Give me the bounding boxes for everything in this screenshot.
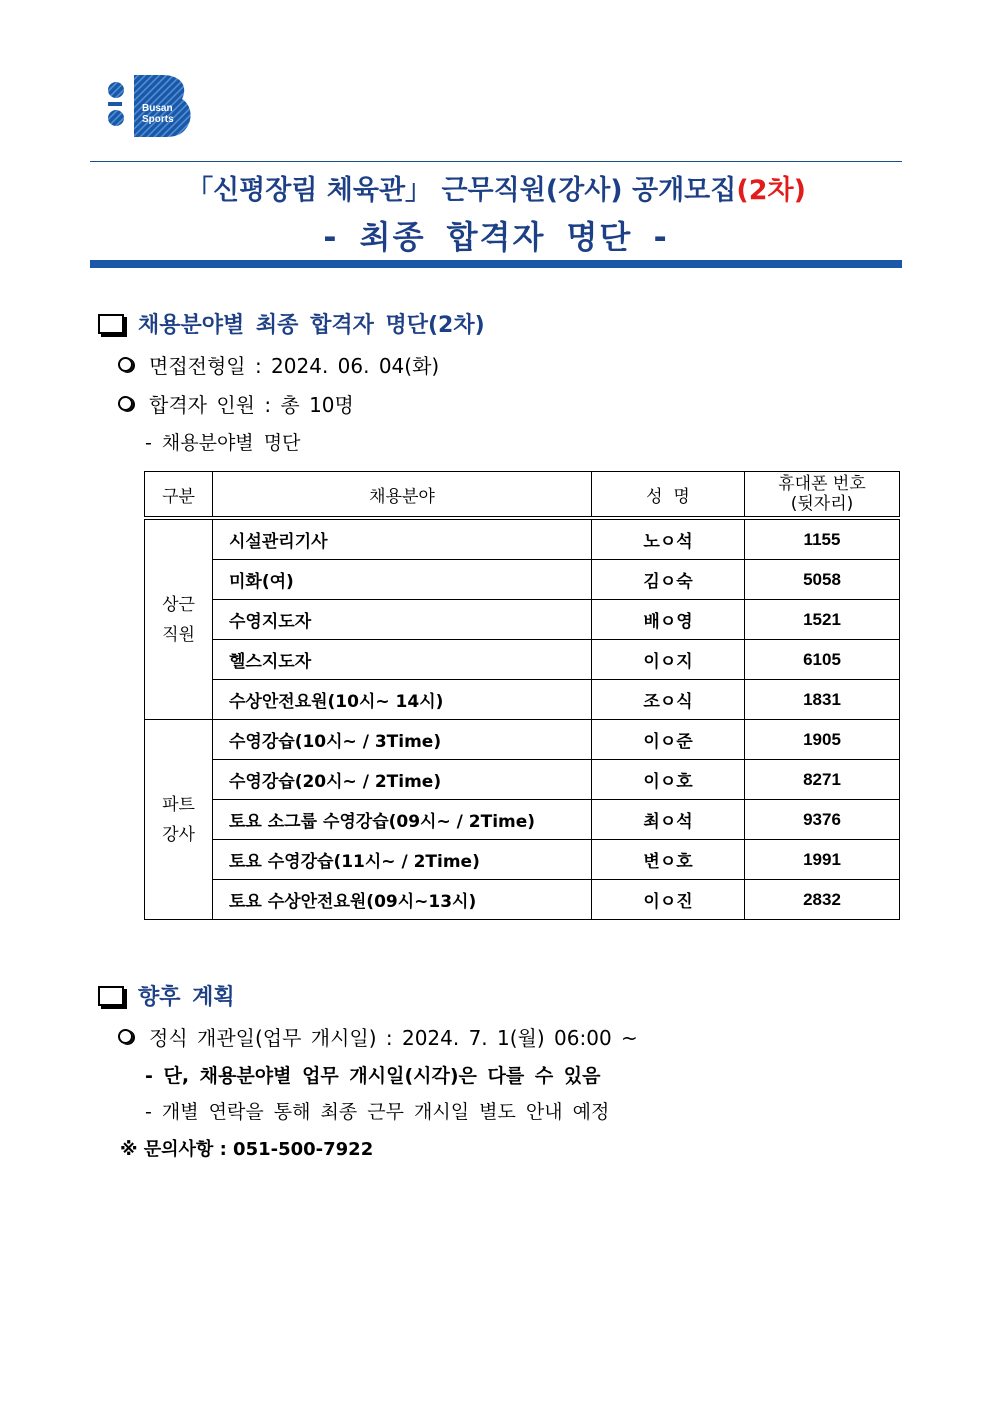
page-title-round: (2차) [736,175,806,206]
name-cell: 조ㅇ식 [592,680,745,720]
table-row [145,840,900,880]
field-cell: 토요 수상안전요원(09시~13시) [213,880,592,920]
table-row [145,600,900,640]
header-category: 구분 [145,472,213,519]
phone-cell: 1905 [745,720,900,760]
logo-text [142,103,174,125]
category-line: 상근 [162,594,195,615]
page-title [90,168,902,207]
section-heading-roster [98,308,485,339]
bullet-pass-count [118,389,354,418]
table-row [145,518,900,560]
circle-bullet-icon [118,357,133,372]
logo-text-line2: Sports [142,114,174,125]
table-row [145,880,900,920]
bullet-pass-count-text: 합격자 인원 : 총 10명 [149,393,354,417]
page-subtitle: - 최종 합격자 명단 - [323,218,669,256]
dash-individual-contact-note: - 개별 연락을 통해 최종 근무 개시일 별도 안내 예정 [145,1101,610,1123]
phone-cell: 5058 [745,560,900,600]
name-cell: 배ㅇ영 [592,600,745,640]
name-cell: 이ㅇ지 [592,640,745,680]
field-cell: 수영강습(20시~ / 2Time) [213,760,592,800]
checkbox-square-icon [98,314,124,334]
category-cell [145,518,213,720]
title-bottom-rule [90,260,902,268]
header-phone-line1: 휴대폰 번호 [778,474,866,494]
header-field: 채용분야 [213,472,592,519]
header-phone [745,472,900,519]
name-cell: 변ㅇ호 [592,840,745,880]
busan-sports-logo [104,73,194,139]
field-cell: 수영강습(10시~ / 3Time) [213,720,592,760]
section-heading-roster-text: 채용분야별 최종 합격자 명단(2차) [138,313,485,338]
header-phone-line2: (뒷자리) [790,494,854,514]
table-row [145,640,900,680]
bullet-interview-date-text: 면접전형일 : 2024. 06. 04(화) [149,354,440,378]
dash-start-time-note: - 단, 채용분야별 업무 개시일(시각)은 다를 수 있음 [145,1065,601,1087]
dash-roster-by-field: - 채용분야별 명단 [145,432,301,454]
phone-cell: 9376 [745,800,900,840]
page-title-main: 「신평장림 체육관」 근무직원(강사) 공개모집 [186,175,737,206]
category-line: 강사 [162,824,195,845]
table-row [145,680,900,720]
phone-cell: 1155 [745,518,900,560]
section-heading-plan [98,980,235,1011]
circle-bullet-icon [118,396,133,411]
category-line: 파트 [162,794,195,815]
name-cell: 이ㅇ호 [592,760,745,800]
name-cell: 김ㅇ숙 [592,560,745,600]
roster-table [144,471,900,920]
header-name: 성 명 [592,472,745,519]
name-cell: 이ㅇ준 [592,720,745,760]
field-cell: 수상안전요원(10시~ 14시) [213,680,592,720]
section-heading-plan-text: 향후 계획 [138,985,235,1010]
title-top-rule [90,161,902,162]
field-cell: 수영지도자 [213,600,592,640]
table-row [145,760,900,800]
logo-text-line1: Busan [142,103,173,114]
field-cell: 미화(여) [213,560,592,600]
name-cell: 노ㅇ석 [592,518,745,560]
phone-cell: 1521 [745,600,900,640]
checkbox-square-icon [98,986,124,1006]
table-header-row [145,472,900,519]
circle-bullet-icon [118,1029,133,1044]
phone-cell: 2832 [745,880,900,920]
phone-cell: 1831 [745,680,900,720]
bullet-interview-date [118,350,439,379]
name-cell: 최ㅇ석 [592,800,745,840]
bullet-opening-date-text: 정식 개관일(업무 개시일) : 2024. 7. 1(월) 06:00 ~ [149,1026,638,1050]
table-row [145,720,900,760]
field-cell: 토요 수영강습(11시~ / 2Time) [213,840,592,880]
category-cell [145,720,213,920]
category-line: 직원 [162,624,195,645]
table-row [145,560,900,600]
field-cell: 토요 소그룹 수영강습(09시~ / 2Time) [213,800,592,840]
field-cell: 시설관리기사 [213,518,592,560]
contact-info: ※ 문의사항 : 051-500-7922 [120,1139,374,1160]
phone-cell: 6105 [745,640,900,680]
table-row [145,800,900,840]
phone-cell: 8271 [745,760,900,800]
field-cell: 헬스지도자 [213,640,592,680]
phone-cell: 1991 [745,840,900,880]
name-cell: 이ㅇ진 [592,880,745,920]
bullet-opening-date [118,1022,638,1051]
